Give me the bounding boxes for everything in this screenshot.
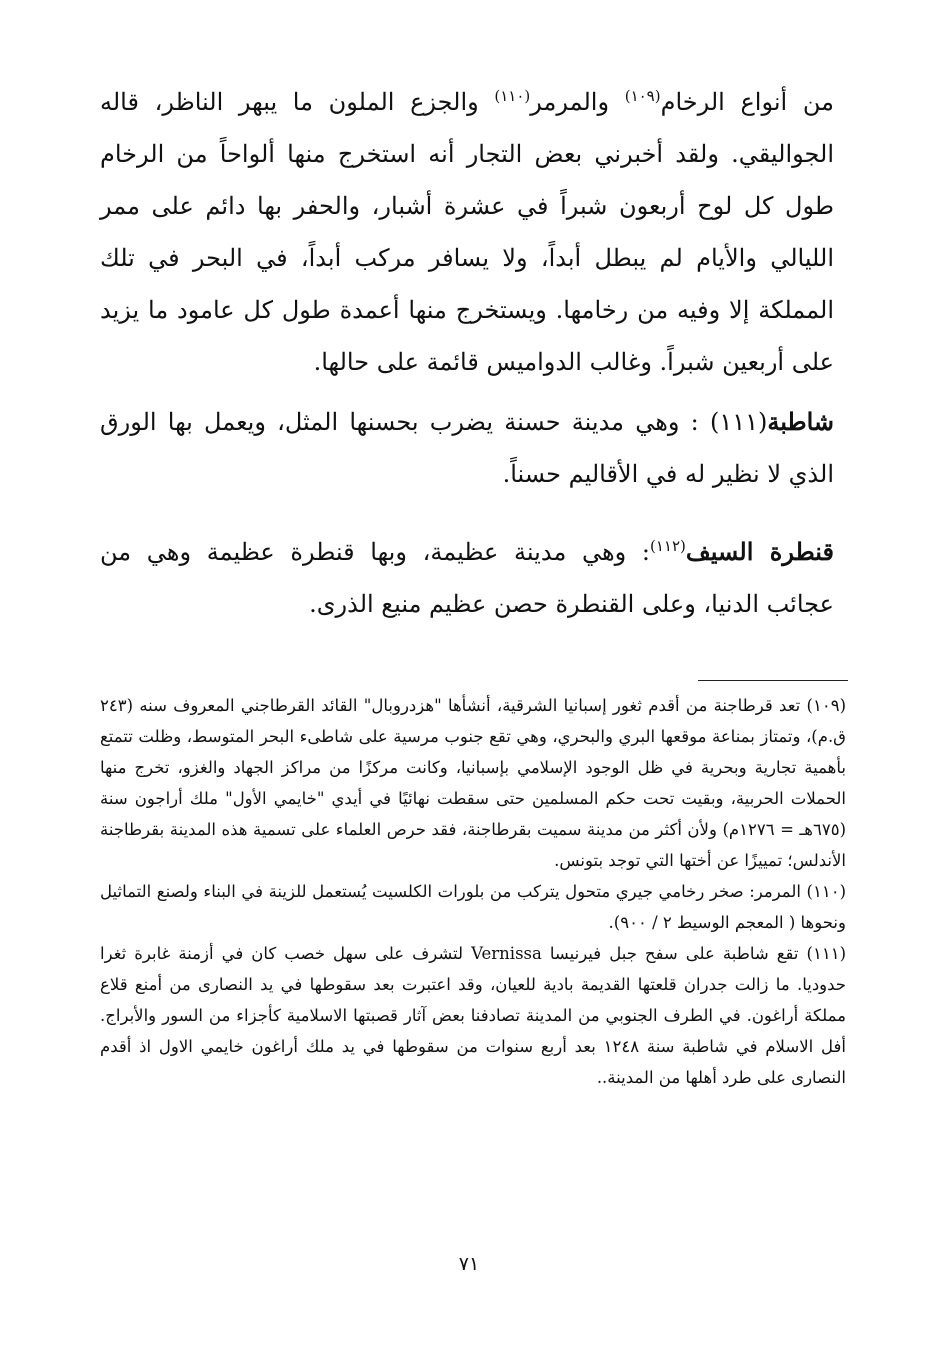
p1-text-a: من أنواع الرخام	[660, 88, 834, 116]
page-number: ٧١	[458, 1253, 480, 1275]
entry-title-shatiba: شاطبة	[767, 407, 834, 436]
footnote-ref-109: (١٠٩)	[624, 87, 661, 105]
footnote-111: (١١١) تقع شاطبة على سفح جبل فيرنيسا Vernissa لتشرف على سهل خصب كان في أزمنة غابرة ثغرا حدوديا. ما زالت جدران قلعتها القديمة بادية للعيان، وقد اعتبرت بعد سقوطها في يد النصارى من أمنع قلاع مملكة أراغون. في الطرف الجنوبي من المدينة تصادفنا بعض آثار قصبتها الاسلامية كأجزاء من السور والأبراج. أفل الاسلام في شاطبة سنة ١٢٤٨ بعد أربع سنوات من سقوطها في يد ملك أراغون خايمي الاول اذ أقدم النصارى على طرد أهلها من المدينة..	[100, 944, 846, 1087]
footnote-109: (١٠٩) تعد قرطاجنة من أقدم ثغور إسبانيا الشرقية، أنشأها "هزدروبال" القائد القرطاجني المعروف سنه (٢٤٣ ق.م)، وتمتاز بمناعة موقعها البري والبحري، وهي تقع جنوب مرسية على شاطىء البحر المتوسط، وظلت تتمتع بأهمية تجارية وبحرية في ظل الوجود الإسلامي بإسبانيا، وكانت مركزًا من مراكز الجهاد والغزو، تخرج منها الحملات الحربية، وبقيت تحت حكم المسلمين حتى سقطت نهائيًا في أيدي "خايمي الأول" ملك أراجون سنة (٦٧٥هـ = ١٢٧٦م) ولأن أكثر من مدينة سميت بقرطاجنة، فقد حرص العلماء على تسمية هذه المدينة بقرطاجنة الأندلس؛ تمييزًا عن أختها التي توجد بتونس.	[100, 696, 846, 870]
paragraph-marble	[100, 76, 834, 388]
footnote-ref-111: (١١١)	[709, 408, 768, 436]
footnotes	[100, 690, 846, 1093]
paragraph-shatiba	[100, 396, 834, 500]
p1-text-b: والمرمر	[530, 88, 625, 116]
entry-title-qantara: قنطرة السيف	[685, 537, 834, 566]
p3-text: : وهي مدينة عظيمة، وبها قنطرة عظيمة وهي من عجائب الدنيا، وعلى القنطرة حصن عظيم منيع الذرى.	[100, 538, 834, 618]
p2-text: : وهي مدينة حسنة يضرب بحسنها المثل، ويعمل بها الورق الذي لا نظير له في الأقاليم حسناً.	[100, 408, 834, 488]
paragraph-qantarat-alsayf	[100, 526, 834, 630]
footnote-110: (١١٠) المرمر: صخر رخامي جيري متحول يتركب من بلورات الكلسيت يُستعمل للزينة في البناء ولصنع التماثيل ونحوها ( المعجم الوسيط ٢ / ٩٠٠).	[100, 882, 846, 932]
footnote-separator	[698, 680, 848, 681]
footnote-ref-110: (١١٠)	[494, 87, 531, 105]
footnote-ref-112: (١١٢)	[650, 537, 686, 555]
p1-text-c: والجزع الملون ما يبهر الناظر، قاله الجواليقي. ولقد أخبرني بعض التجار أنه استخرج منها ألواحاً من الرخام طول كل لوح أربعون شبراً في عشرة أشبار، والحفر بها دائم على ممر الليالي والأيام لم يبطل أبداً، ولا يسافر مركب أبداً، في البحر في تلك المملكة إلا وفيه من رخامها. ويستخرج منها أعمدة طول كل عامود ما يزيد على أربعين شبراً. وغالب الدواميس قائمة على حالها.	[100, 88, 834, 376]
